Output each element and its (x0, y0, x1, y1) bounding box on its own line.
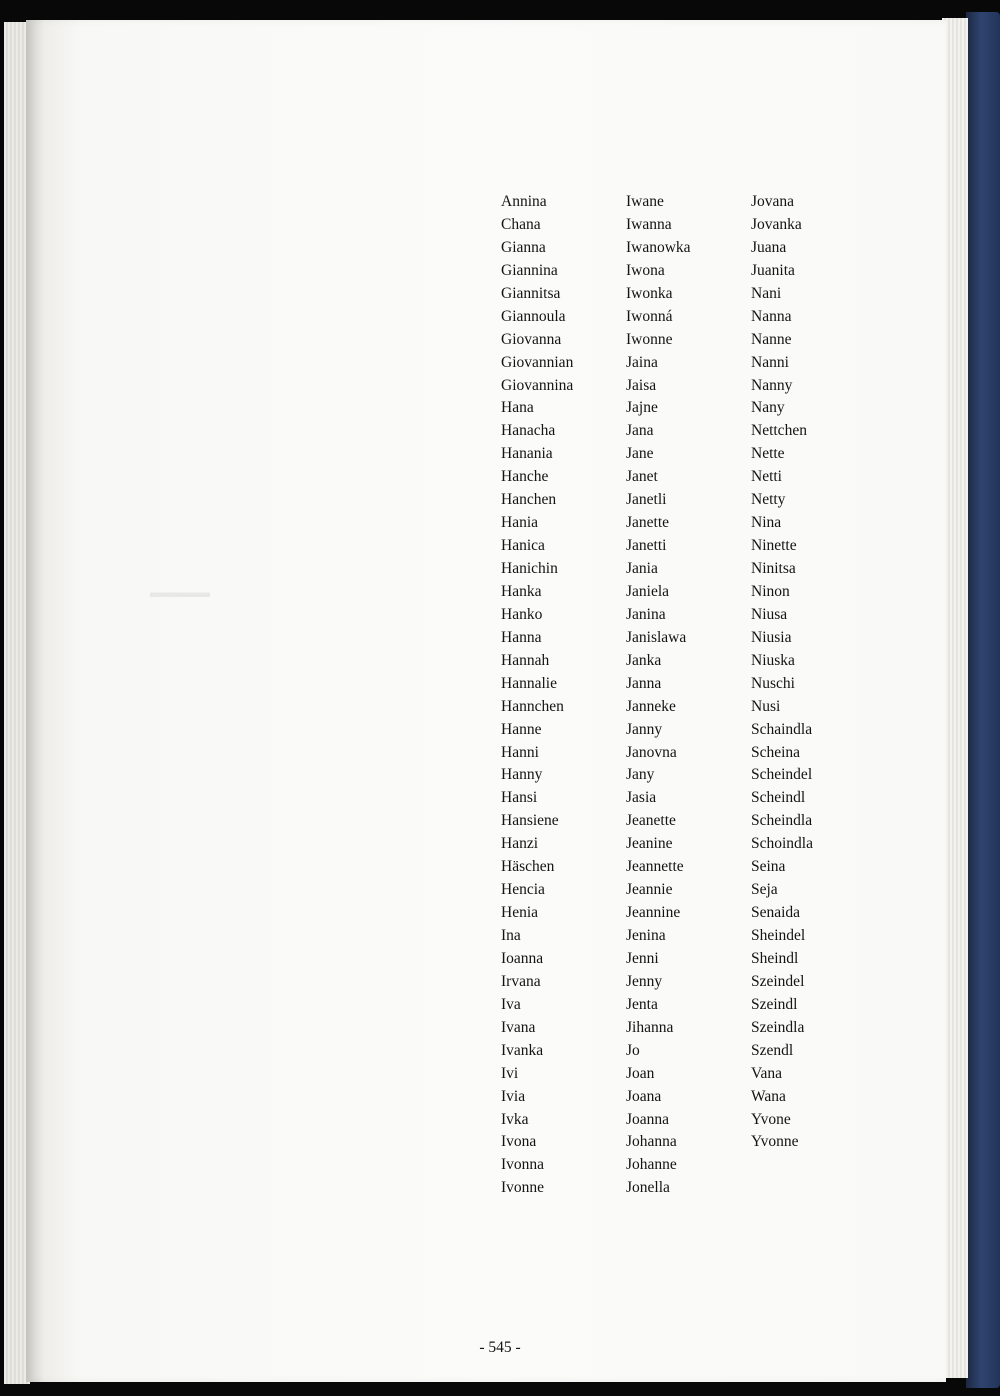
name-entry: Jovana (751, 193, 795, 210)
name-entry: Jany (626, 766, 655, 784)
name-entry: Hansiene (501, 812, 559, 830)
name-entry: Scheindel (751, 766, 813, 784)
name-entry: Netty (751, 491, 786, 509)
name-entry: Janet (626, 468, 658, 486)
name-entry: Jovanka (751, 215, 802, 233)
name-entry: Johanne (626, 1156, 677, 1174)
name-entry: Iwona (626, 261, 665, 279)
name-entry: Ivana (501, 1018, 536, 1036)
name-entry: Szeindel (751, 972, 805, 990)
name-entry: Iwane (626, 193, 664, 210)
name-entry: Henia (501, 904, 539, 922)
name-entry: Senaida (751, 904, 801, 922)
name-entry: Joan (626, 1064, 655, 1082)
name-entry: Hanko (501, 605, 543, 623)
name-entry: Hana (501, 399, 534, 417)
name-entry: Nanne (751, 330, 792, 348)
name-entry: Ina (501, 927, 521, 944)
name-entry: Jeannie (626, 881, 673, 899)
name-entry: Nanni (751, 353, 789, 371)
page-number: - 545 - (479, 1339, 521, 1356)
name-entry: Niusa (751, 605, 788, 623)
name-column-3 (751, 191, 813, 1154)
name-entry: Jasia (626, 789, 657, 807)
name-entry: Hanica (501, 537, 545, 555)
name-entry: Janetli (626, 491, 667, 509)
name-entry: Niuska (751, 651, 795, 669)
name-entry: Irvana (501, 972, 541, 990)
name-entry: Schaindla (751, 720, 813, 738)
name-entry: Nanna (751, 307, 792, 325)
name-entry: Iwanowka (626, 238, 691, 256)
name-entry: Juana (751, 238, 787, 256)
name-entry: Janette (626, 514, 670, 532)
name-entry: Yvonne (751, 1133, 799, 1151)
name-entry: Yvone (751, 1110, 791, 1128)
name-entry: Hanania (501, 445, 553, 463)
name-entry: Janneke (626, 697, 676, 715)
name-entry: Jenta (626, 995, 658, 1013)
name-entry: Sheindel (751, 927, 806, 944)
name-entry: Szeindla (751, 1018, 805, 1036)
name-entry: Szeindl (751, 995, 798, 1013)
name-entry: Joanna (626, 1110, 670, 1128)
name-entry: Ivona (501, 1133, 537, 1151)
name-entry: Ivka (501, 1110, 529, 1128)
name-entry: Szendl (751, 1041, 794, 1059)
name-entry: Ivonne (501, 1179, 545, 1197)
name-entry: Janka (626, 651, 662, 669)
name-entry: Hanzi (501, 835, 539, 853)
name-entry: Häschen (501, 858, 555, 876)
name-entry: Nusi (751, 697, 781, 715)
name-entry: Jenni (626, 949, 659, 967)
name-entry: Hencia (501, 881, 545, 899)
name-entry: Jeannette (626, 858, 684, 876)
name-entry: Janislawa (626, 628, 687, 646)
name-entry: Nanny (751, 376, 793, 394)
name-entry: Jo (626, 1041, 640, 1059)
name-entry: Chana (501, 215, 541, 233)
name-entry: Scheindl (751, 789, 806, 807)
name-entry: Jeanette (626, 812, 676, 830)
name-entry: Jaina (626, 353, 658, 371)
name-entry: Giannina (501, 261, 558, 279)
name-entry: Iwonka (626, 284, 673, 302)
name-entry: Ninitsa (751, 560, 796, 577)
name-entry: Niusia (751, 628, 792, 646)
name-entry: Sheindl (751, 949, 799, 967)
name-entry: Vana (751, 1064, 782, 1082)
name-entry: Nuschi (751, 674, 795, 692)
name-entry: Gianna (501, 238, 546, 256)
name-entry: Giovannina (501, 376, 574, 394)
name-entry: Ninon (751, 582, 790, 600)
name-entry: Giovanna (501, 330, 562, 348)
name-entry: Iwonne (626, 330, 673, 348)
name-entry: Jana (626, 422, 654, 440)
name-entry: Janina (626, 605, 666, 623)
name-column-1 (501, 191, 573, 1200)
name-entry: Nina (751, 514, 782, 532)
name-entry: Nani (751, 284, 782, 302)
name-entry: Jihanna (626, 1018, 674, 1036)
name-entry: Seina (751, 858, 786, 876)
name-entry: Jenny (626, 972, 663, 990)
name-entry: Iva (501, 995, 521, 1013)
name-entry: Hanny (501, 766, 543, 784)
name-entry: Giannitsa (501, 284, 561, 302)
name-entry: Jeannine (626, 904, 681, 922)
name-entry: Johanna (626, 1133, 677, 1151)
name-entry: Iwonná (626, 307, 673, 325)
name-entry: Hanche (501, 468, 549, 486)
name-entry: Hansi (501, 789, 538, 807)
name-entry: Hanna (501, 628, 542, 646)
name-entry: Jane (626, 445, 654, 463)
name-entry: Hanchen (501, 491, 557, 509)
name-entry: Seja (751, 881, 778, 899)
name-entry: Hanka (501, 582, 542, 600)
name-entry: Schoindla (751, 835, 813, 853)
name-entry: Ivonna (501, 1156, 545, 1174)
name-entry: Wana (751, 1087, 786, 1105)
name-entry: Hannah (501, 651, 550, 669)
name-entry: Jonella (626, 1179, 670, 1197)
name-entry: Janetti (626, 537, 667, 555)
name-entry: Jania (626, 560, 658, 577)
name-entry: Jenina (626, 927, 666, 944)
name-entry: Nettchen (751, 422, 807, 440)
name-entry: Joana (626, 1087, 662, 1105)
name-entry: Hanne (501, 720, 542, 738)
name-entry: Jajne (626, 399, 658, 417)
name-entry: Hannalie (501, 674, 557, 692)
name-column-2 (626, 191, 691, 1200)
name-entry: Nany (751, 399, 785, 417)
name-entry: Ivi (501, 1064, 519, 1082)
name-entry: Ninette (751, 537, 797, 555)
name-entry: Janna (626, 674, 662, 692)
name-entry: Hanacha (501, 422, 556, 440)
name-entry: Ivia (501, 1087, 526, 1105)
name-entry: Giannoula (501, 307, 566, 325)
book-cover-edge (966, 12, 1000, 1388)
name-entry: Ivanka (501, 1041, 544, 1059)
name-entry: Hanni (501, 743, 539, 761)
name-entry: Janiela (626, 582, 670, 600)
name-entry: Netti (751, 468, 782, 486)
name-entry: Scheina (751, 743, 801, 761)
name-entry: Ioanna (501, 949, 544, 967)
name-entry: Giovannian (501, 353, 574, 371)
name-entry: Janovna (626, 743, 677, 761)
name-entry: Hania (501, 514, 539, 532)
name-entry: Jeanine (626, 835, 673, 853)
name-entry: Annina (501, 193, 547, 210)
name-entry: Hannchen (501, 697, 564, 715)
name-entry: Hanichin (501, 560, 558, 577)
name-entry: Juanita (751, 261, 795, 279)
name-entry: Janny (626, 720, 663, 738)
gutter-shadow (26, 20, 44, 1382)
name-entry: Jaisa (626, 376, 657, 394)
name-entry: Scheindla (751, 812, 813, 830)
name-entry: Iwanna (626, 215, 672, 233)
name-entry: Nette (751, 445, 785, 463)
show-through-text: ▬▬▬▬ (150, 585, 210, 601)
